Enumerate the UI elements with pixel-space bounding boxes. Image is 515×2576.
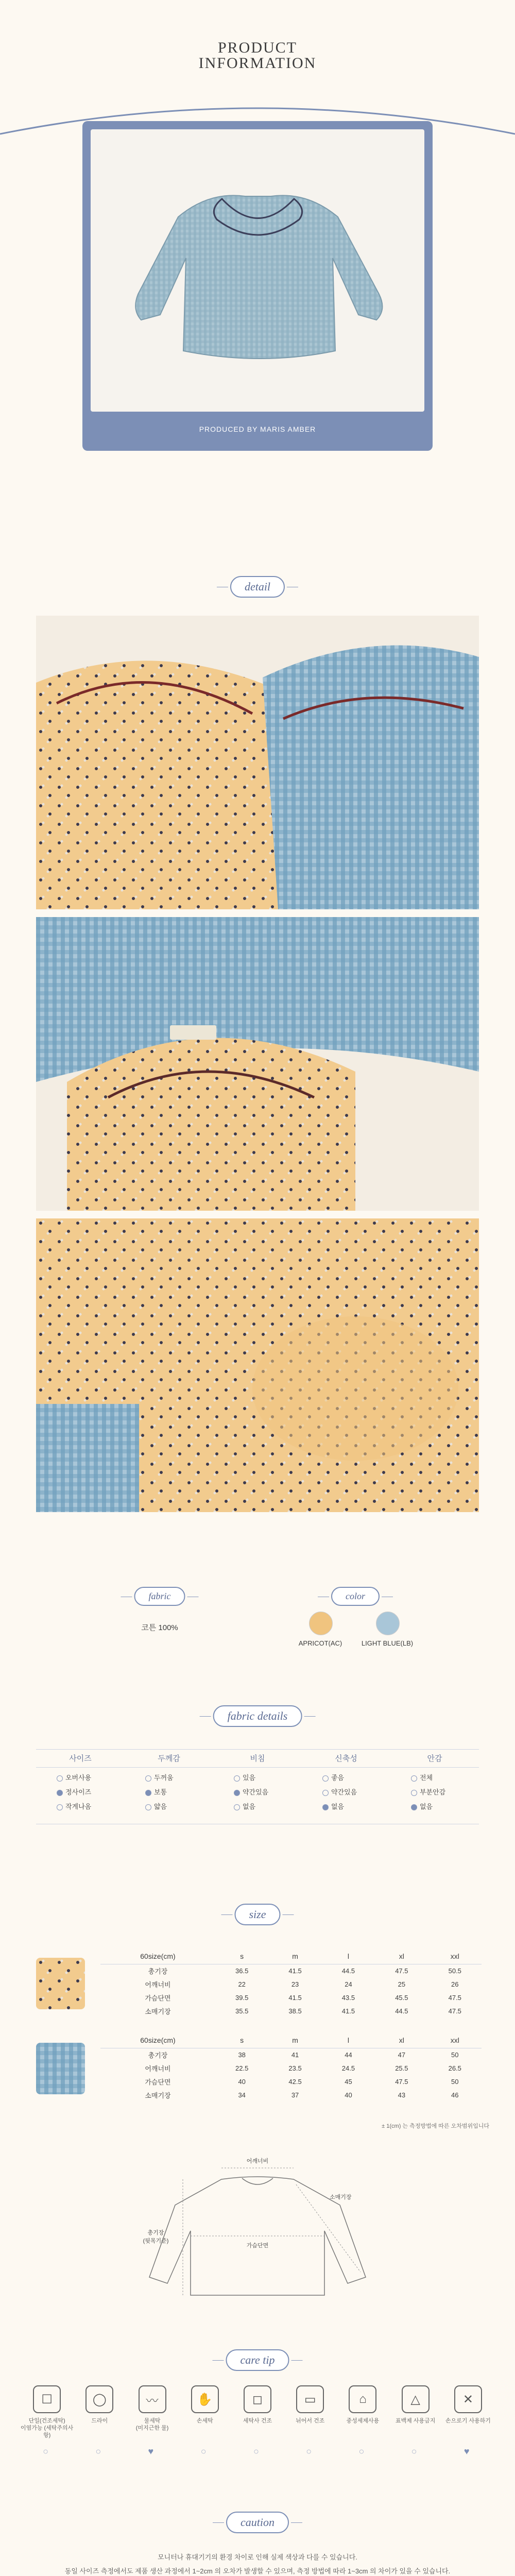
care-icon <box>85 2385 113 2413</box>
care-icon <box>33 2385 61 2413</box>
size-table-cell: 50 <box>451 2077 459 2086</box>
care-icon-glyph: ✋ <box>197 2392 213 2406</box>
fd-option <box>322 1801 390 1811</box>
fd-option-label: 정사이즈 <box>65 1788 92 1796</box>
care-icon <box>296 2385 324 2413</box>
empty-circle-icon: ○ <box>411 2446 417 2456</box>
size-table-header-cell: s <box>240 1952 244 1960</box>
size-table-cell: 47.5 <box>395 1967 408 1975</box>
size-table-cell: 44.5 <box>341 1967 355 1975</box>
care-icon-glyph: △ <box>410 2392 420 2406</box>
fd-option-indicator <box>57 1790 63 1796</box>
size-table-cell: 총기장 <box>148 2051 168 2059</box>
size-table-lightblue <box>100 2032 482 2102</box>
size-table-cell: 50.5 <box>448 1967 461 1975</box>
fd-option-indicator <box>411 1804 417 1810</box>
size-table-header-cell: xl <box>399 1952 404 1960</box>
size-table-cell: 25 <box>398 1980 406 1988</box>
size-thumb-lightblue <box>36 2043 85 2094</box>
fd-option-label: 전체 <box>420 1774 433 1782</box>
care-label: 드라이 <box>91 2418 108 2424</box>
care-icon <box>402 2385 430 2413</box>
fd-option-label: 작게나옴 <box>65 1803 92 1810</box>
fd-option-indicator <box>234 1804 240 1810</box>
size-table-apricot <box>100 1948 482 2018</box>
care-icon <box>139 2385 166 2413</box>
fd-option <box>234 1787 302 1797</box>
fabric-details-divider-2 <box>36 1767 479 1768</box>
fabric-details-divider <box>36 1749 479 1750</box>
care-label: 뉘어서 건조 <box>296 2418 325 2424</box>
care-label: 물세탁 (미지근한 물) <box>135 2418 169 2431</box>
size-table-cell: 45.5 <box>395 1993 408 2002</box>
fd-option <box>234 1772 302 1782</box>
care-icon-glyph: 〰 <box>146 2394 159 2408</box>
measurement-diagram <box>134 2148 381 2303</box>
care-label: 중성세제사용 <box>346 2418 380 2424</box>
fd-option-label: 보통 <box>154 1788 167 1796</box>
empty-circle-icon: ○ <box>43 2446 48 2456</box>
size-table-cell: 어깨너비 <box>145 1980 171 1989</box>
fd-option <box>57 1772 125 1782</box>
fd-header-3: 신축성 <box>335 1754 357 1763</box>
fd-option <box>411 1801 479 1811</box>
fd-option <box>57 1801 125 1811</box>
care-label: 표백제 사용금지 <box>395 2418 436 2424</box>
section-care-tip: care tip <box>226 2349 289 2371</box>
fd-option-indicator <box>322 1790 329 1796</box>
size-table-cell: 35.5 <box>235 2007 249 2015</box>
size-table-cell: 어깨너비 <box>145 2064 171 2073</box>
empty-circle-icon: ○ <box>95 2446 101 2456</box>
care-icon-glyph: ✕ <box>462 2392 473 2406</box>
size-table-row <box>100 2004 482 2018</box>
size-table-cell: 소매기장 <box>145 2091 171 2099</box>
care-icon-glyph: ◯ <box>92 2392 107 2406</box>
size-table-cell: 가슴단면 <box>145 2078 171 2086</box>
size-table-cell: 가슴단면 <box>145 1994 171 2002</box>
size-table-cell: 38 <box>238 2050 246 2059</box>
fd-option-indicator <box>322 1804 329 1810</box>
fabric-composition: 코튼 100% <box>141 1623 178 1632</box>
detail-photo-1 <box>36 616 479 909</box>
empty-circle-icon: ○ <box>358 2446 365 2456</box>
care-icon-glyph: ▭ <box>304 2392 316 2406</box>
fd-option-label: 있음 <box>243 1774 256 1782</box>
fd-option-label: 없음 <box>243 1803 256 1810</box>
detail-photo-3 <box>36 1218 479 1512</box>
empty-circle-icon: ○ <box>253 2446 259 2456</box>
fd-option <box>145 1772 213 1782</box>
size-table-cell: 44 <box>345 2050 352 2059</box>
size-table-cell: 40 <box>238 2077 246 2086</box>
hero-card <box>82 121 433 451</box>
care-icon <box>244 2385 271 2413</box>
size-table-header-row <box>100 1948 482 1964</box>
size-table-row <box>100 2088 482 2102</box>
diagram-label-sleeve: 소매기장 <box>330 2194 352 2200</box>
fd-option-indicator <box>145 1775 151 1782</box>
heart-icon: ♥ <box>464 2446 470 2456</box>
fd-option <box>145 1787 213 1797</box>
fd-option <box>322 1787 390 1797</box>
size-table-header-cell: m <box>292 2036 298 2044</box>
fd-header-4: 안감 <box>427 1754 442 1763</box>
heart-icon: ♥ <box>148 2446 154 2456</box>
care-label: 손으로기 사용하기 <box>445 2418 491 2424</box>
fd-option-indicator <box>322 1775 329 1782</box>
size-table-cell: 22.5 <box>235 2064 249 2072</box>
size-table-header-cell: 60size(cm) <box>140 1952 176 1960</box>
diagram-label-shoulder: 어깨너비 <box>246 2158 269 2164</box>
size-table-cell: 총기장 <box>148 1967 168 1975</box>
size-table-cell: 36.5 <box>235 1967 249 1975</box>
color-name-apricot: APRICOT(AC) <box>298 1639 342 1647</box>
size-table-header-cell: xl <box>399 2036 404 2044</box>
empty-circle-icon: ○ <box>306 2446 312 2456</box>
size-table-cell: 소매기장 <box>145 2007 171 2015</box>
section-color: color <box>331 1587 380 1606</box>
section-size: size <box>235 1904 281 1925</box>
size-table-cell: 38.5 <box>288 2007 302 2015</box>
size-note: ± 1(cm) 는 측정방법에 따른 오차범위입니다 <box>382 2123 489 2129</box>
size-table-header-row <box>100 2032 482 2048</box>
caution-list <box>31 2550 484 2576</box>
size-table-cell: 41 <box>291 2050 299 2059</box>
fd-option-indicator <box>145 1790 151 1796</box>
section-fabric-details: fabric details <box>213 1705 302 1727</box>
size-table-cell: 42.5 <box>288 2077 302 2086</box>
color-name-lightblue: LIGHT BLUE(LB) <box>361 1639 414 1647</box>
size-table-cell: 23.5 <box>288 2064 302 2072</box>
hero-produced-by: PRODUCED BY MARIS AMBER <box>199 425 316 433</box>
size-table-cell: 43 <box>398 2091 406 2099</box>
size-table-header-cell: xxl <box>450 2036 459 2044</box>
size-table-header-cell: 60size(cm) <box>140 2036 176 2044</box>
care-icon-glyph: ⌂ <box>359 2392 367 2406</box>
fd-option <box>145 1801 213 1811</box>
fd-option <box>322 1772 390 1782</box>
size-table-cell: 45 <box>345 2077 352 2086</box>
size-table-row <box>100 1964 482 1977</box>
fd-option-label: 두꺼움 <box>154 1774 174 1782</box>
size-table-header-cell: m <box>292 1952 298 1960</box>
fd-option-indicator <box>411 1775 417 1782</box>
care-icon <box>191 2385 219 2413</box>
size-thumb-apricot <box>36 1958 85 2009</box>
size-table-cell: 37 <box>291 2091 299 2099</box>
fd-option-indicator <box>57 1775 63 1782</box>
size-table-header-cell: l <box>347 1952 350 1960</box>
color-swatch-lightblue[interactable] <box>376 1612 400 1635</box>
size-table-cell: 40 <box>345 2091 352 2099</box>
size-table-cell: 41.5 <box>288 1967 302 1975</box>
size-table-cell: 44.5 <box>395 2007 408 2015</box>
section-fabric: fabric <box>134 1587 185 1606</box>
section-caution: caution <box>226 2512 289 2533</box>
size-table-cell: 50 <box>451 2050 459 2059</box>
size-table-cell: 23 <box>291 1980 299 1988</box>
size-table-cell: 47.5 <box>448 2007 461 2015</box>
size-table-cell: 41.5 <box>341 2007 355 2015</box>
fd-header-0: 사이즈 <box>69 1754 92 1763</box>
size-table-cell: 26 <box>451 1980 459 1988</box>
size-table-row <box>100 1991 482 2004</box>
caution-line: 동일 사이즈 측정에서도 제품 생산 과정에서 1~2cm 의 오차가 발생할 수 있으며, 측정 방법에 따라 1~3cm 의 차이가 있을 수 있습니다. <box>64 2567 451 2575</box>
fd-option-indicator <box>145 1804 151 1810</box>
size-table-row <box>100 2061 482 2075</box>
header-title-line2: INFORMATION <box>198 55 317 72</box>
blouse-illustration <box>91 129 424 412</box>
size-table-cell: 46 <box>451 2091 459 2099</box>
size-table-cell: 34 <box>238 2091 246 2099</box>
size-table-cell: 24 <box>345 1980 352 1988</box>
size-table-cell: 39.5 <box>235 1993 249 2002</box>
fd-option-label: 좋음 <box>331 1774 345 1782</box>
size-table-cell: 43.5 <box>341 1993 355 2002</box>
fd-option-indicator <box>411 1790 417 1796</box>
color-swatch-apricot[interactable] <box>309 1612 333 1635</box>
care-icon <box>349 2385 376 2413</box>
size-table-cell: 24.5 <box>341 2064 355 2072</box>
size-table-header-cell: xxl <box>450 1952 459 1960</box>
care-label: 세탁사 건조 <box>243 2418 272 2424</box>
fd-option-label: 부분안감 <box>420 1788 446 1796</box>
care-label: 단일(건조세탁) 이염가능 (세탁주의사항) <box>20 2418 74 2438</box>
hero-image-frame <box>91 129 424 412</box>
caution-line: 모니터나 휴대기기의 환경 차이로 인해 실제 색상과 다를 수 있습니다. <box>158 2553 357 2561</box>
header-title-line1: PRODUCT <box>217 39 298 56</box>
fd-option <box>57 1787 125 1797</box>
fd-option-indicator <box>234 1775 240 1782</box>
size-table-cell: 47 <box>398 2050 406 2059</box>
size-table-header-cell: s <box>240 2036 244 2044</box>
size-table-row <box>100 1977 482 1991</box>
size-table-cell: 25.5 <box>395 2064 408 2072</box>
fd-option-label: 약간있음 <box>331 1788 357 1796</box>
fd-option-label: 없음 <box>420 1803 433 1810</box>
header-title <box>0 40 515 71</box>
empty-circle-icon: ○ <box>200 2446 207 2456</box>
care-icon <box>454 2385 482 2413</box>
diagram-label-chest: 가슴단면 <box>246 2243 269 2249</box>
fd-option-indicator <box>234 1790 240 1796</box>
section-detail: detail <box>230 576 285 598</box>
fd-header-1: 두께감 <box>158 1754 180 1763</box>
fd-option <box>411 1787 479 1797</box>
fd-header-2: 비침 <box>250 1754 265 1763</box>
care-label: 손세탁 <box>196 2418 213 2424</box>
size-table-cell: 47.5 <box>448 1993 461 2002</box>
size-table-header-cell: l <box>347 2036 350 2044</box>
size-table-cell: 26.5 <box>448 2064 461 2072</box>
care-icon-glyph: ◻ <box>252 2392 263 2406</box>
fabric-details-body <box>36 1772 479 1819</box>
fd-option-label: 없음 <box>331 1803 345 1810</box>
fd-option-label: 얇음 <box>154 1803 167 1810</box>
detail-photo-2 <box>36 917 479 1211</box>
care-icon-glyph: ☐ <box>41 2392 53 2406</box>
size-table-row <box>100 2048 482 2061</box>
size-table-cell: 47.5 <box>395 2077 408 2086</box>
size-table-row <box>100 2075 482 2088</box>
care-tip-row <box>21 2385 494 2463</box>
size-table-cell: 41.5 <box>288 1993 302 2002</box>
fd-option-indicator <box>57 1804 63 1810</box>
fd-option <box>411 1772 479 1782</box>
diagram-label-length: 총기장 (뒷목기준) <box>143 2230 169 2244</box>
fd-option <box>234 1801 302 1811</box>
fd-option-label: 오버사용 <box>65 1774 92 1782</box>
fd-option-label: 약간있음 <box>243 1788 269 1796</box>
size-table-cell: 22 <box>238 1980 246 1988</box>
blouse-outline-diagram <box>134 2148 381 2303</box>
